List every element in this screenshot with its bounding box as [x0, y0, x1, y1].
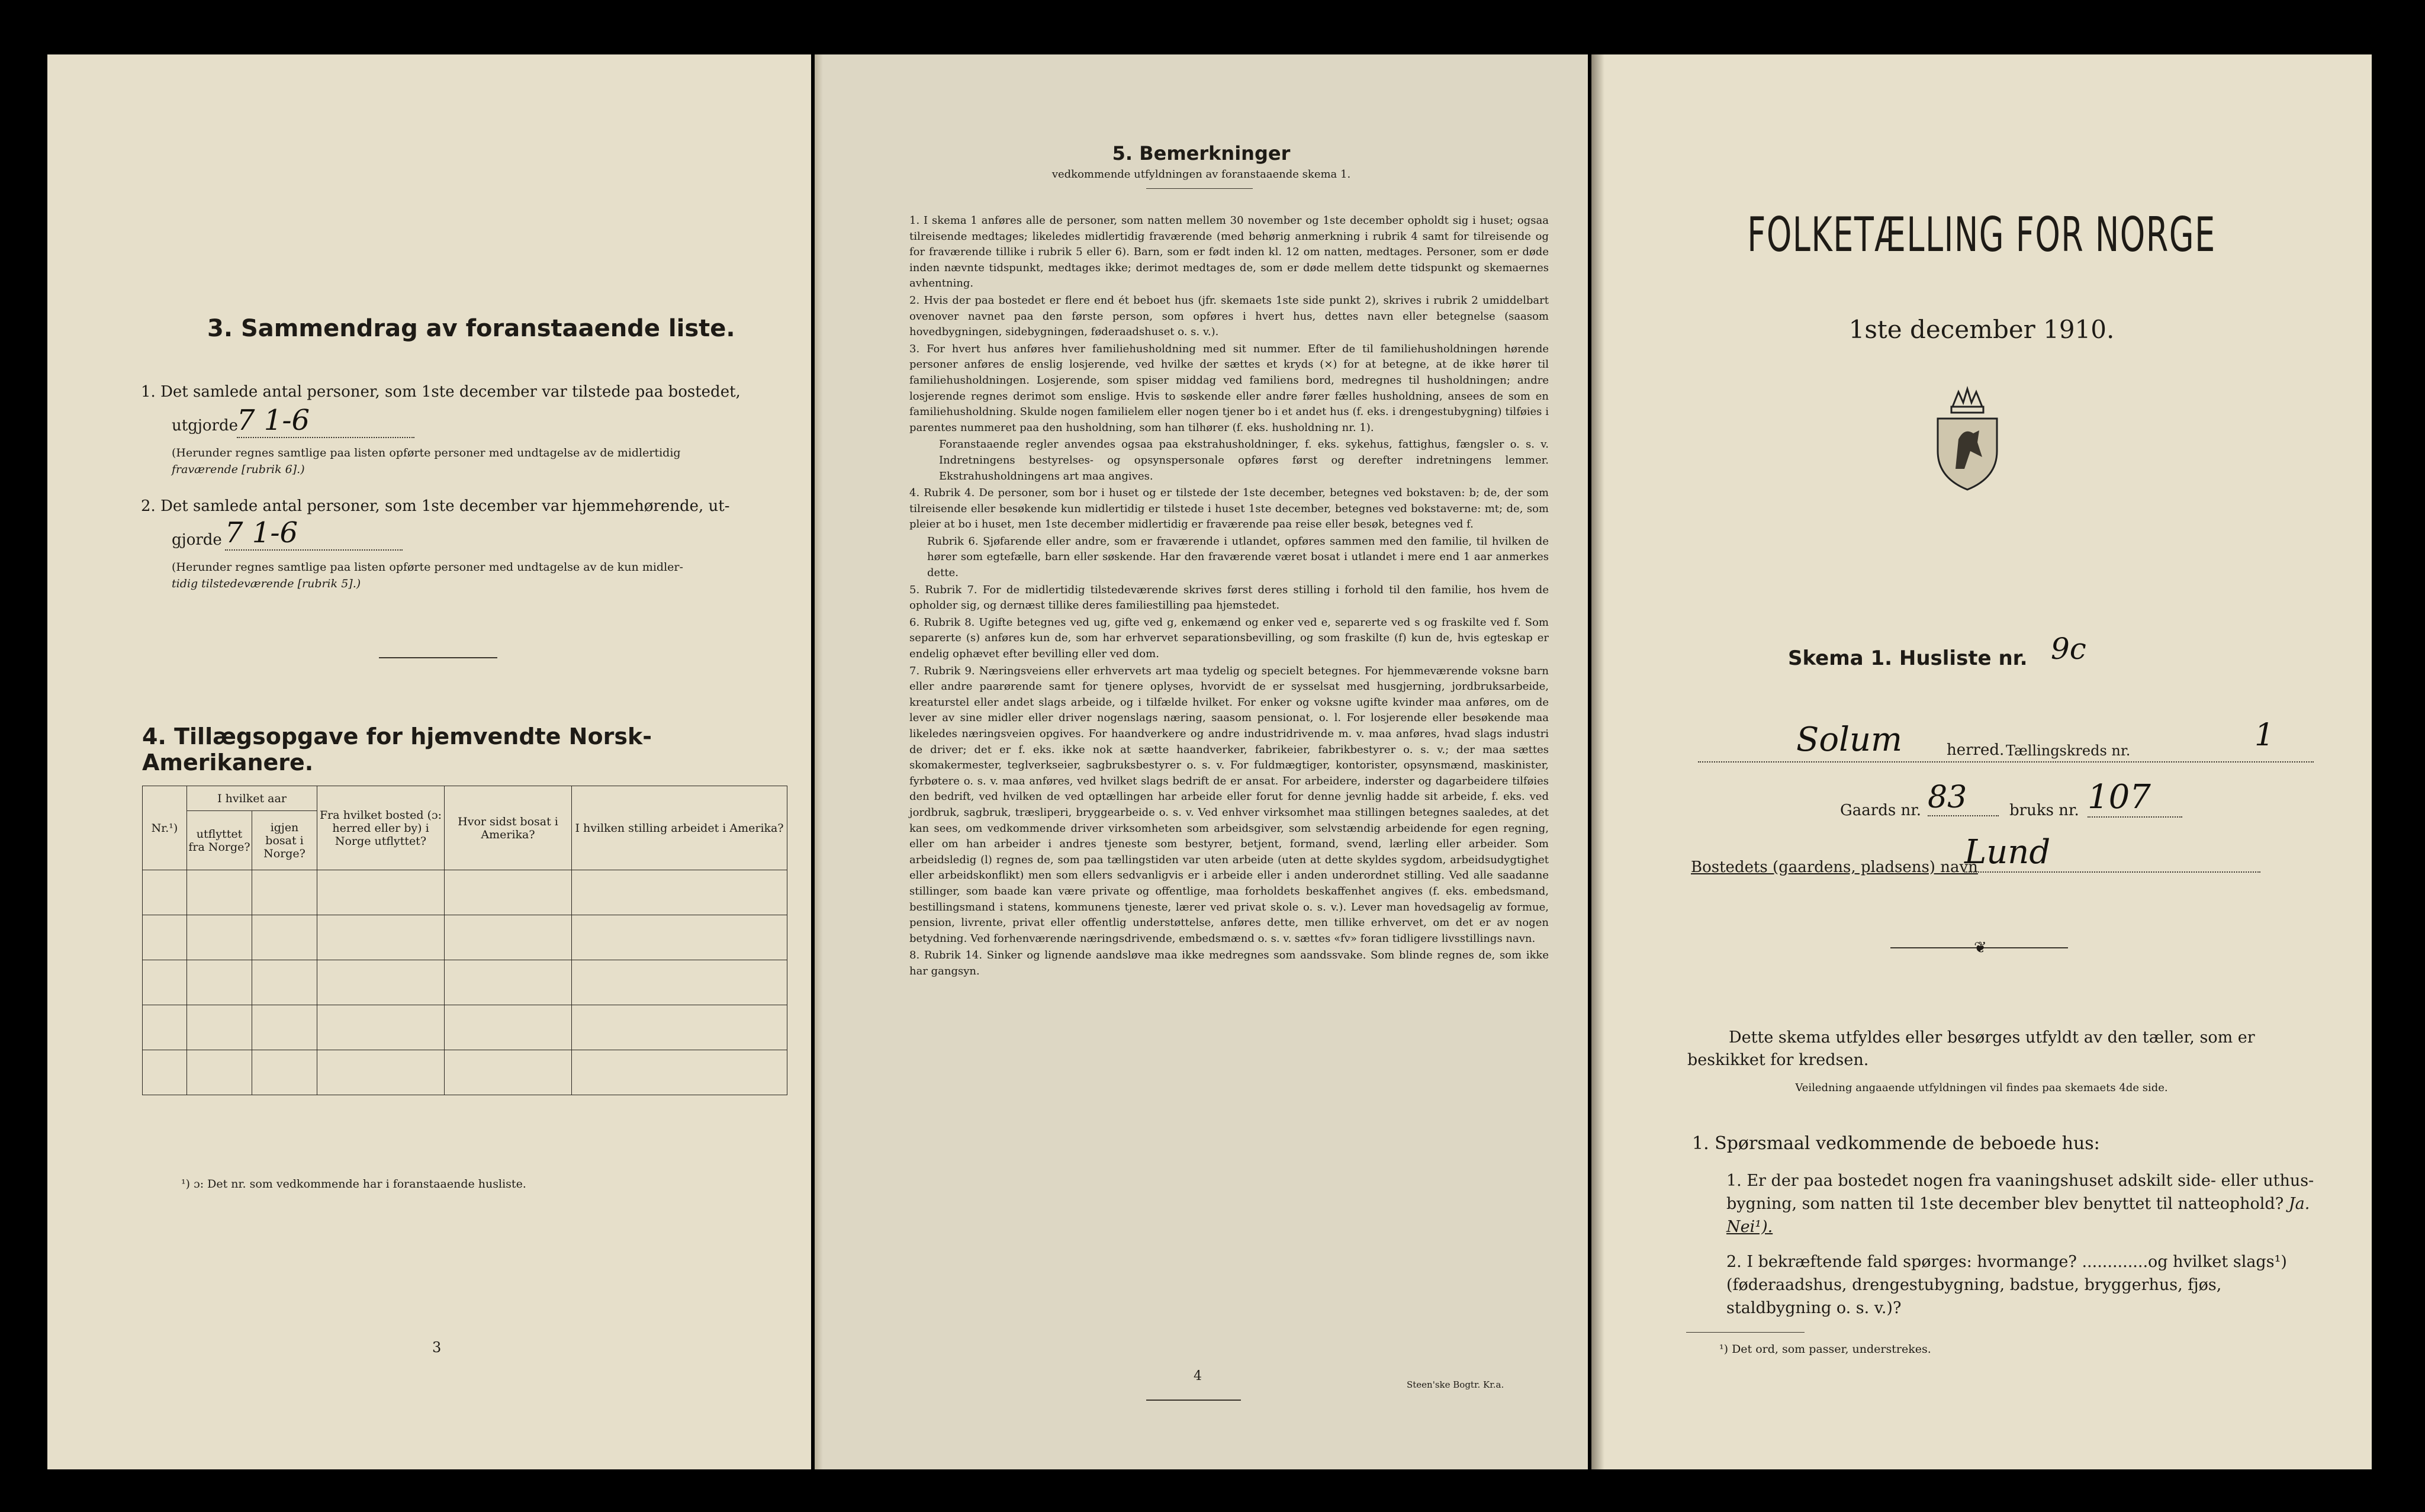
answer-ja: Ja. [2288, 1195, 2310, 1213]
remark-3: 3. For hvert hus anføres hver familiehusholdning med sit nummer. Efter de til familiehusholdningen hørende personer anføres de enslig losjerende, ved hvilke der sættes et kryds (×) for at betegne, at de ikke hører til familiehusholdningen. Losjerende, som spiser middag ved familiens bord, medregnes til husholdningen; andre losjerende regnes derimot som enslige. Hvis to søskende eller andre fører fælles husholdning, ansees de som en familiehusholdning. Skulde nogen familielem eller nogen tjener bo i et andet hus (f. eks. i drengestubygning) tilføies i parentes nummeret paa den husholdning, som han tilhører (f. eks. husholdning nr. 1). [909, 342, 1549, 434]
bruks-label: bruks nr. [2009, 802, 2079, 819]
bosted-label: Bostedets (gaardens, pladsens) navn [1691, 858, 1978, 876]
col-emigrated: utflyttet fra Norge? [187, 811, 252, 870]
remark-3b: Foranstaaende regler anvendes ogsaa paa ekstrahusholdninger, f. eks. sykehus, fattighus, fængsler o. s. v. Indretningens bestyrelses- og opsynspersonale opføres først og derefter indretningens lemmer. Ekstrahusholdningens art maa angives. [939, 438, 1549, 482]
instruction-text: Dette skema utfyldes eller besørges utfyldt av den tæller, som er beskikket for kredsen. [1687, 1028, 2255, 1069]
page-fold [1591, 54, 1604, 1469]
remark-2: 2. Hvis der paa bostedet er flere end ét beboet hus (jfr. skemaets 1ste side punkt 2), skrives i rubrik 2 umiddelbart ovenover navnet paa den første person, som opføres i hvert hus, dettes navn eller betegnelse (saasom hovedbygningen, sidebygningen, føderaadshuset o. s. v.). [909, 294, 1549, 339]
divider [1146, 188, 1253, 189]
ornament-icon: ❦ [1974, 939, 1987, 957]
questions-heading: 1. Spørsmaal vedkommende de beboede hus: [1692, 1133, 2100, 1154]
divider [379, 657, 497, 658]
col-position: I hvilken stilling arbeidet i Amerika? [572, 786, 787, 870]
remark-5: 5. Rubrik 7. For de midlertidig tilstedeværende skrives først deres stilling i forhold til den familie, hos hvem de opholder sig, og dernæst tillike deres familiestilling paa hjemstedet. [909, 583, 1549, 612]
page-fold [815, 54, 823, 1469]
kreds-value: 1 [2254, 718, 2275, 753]
bosted-value: Lund [1964, 833, 2260, 873]
bruks-value: 107 [2088, 778, 2182, 818]
question-1-text: 1. Er der paa bostedet nogen fra vaaningshuset adskilt side- eller uthus-bygning, som natten til 1ste december blev benyttet til natteophold? [1726, 1172, 2314, 1213]
item1-value: 7 1-6 [237, 404, 414, 438]
section3-title: 3. Sammendrag av foranstaaende liste. [207, 315, 735, 342]
table-row [143, 1005, 787, 1050]
page-left [47, 54, 811, 1469]
page-number: 3 [432, 1339, 442, 1356]
table-row [143, 1050, 787, 1095]
section4-title: 4. Tillægsopgave for hjemvendte Norsk-Amerikanere. [142, 723, 652, 776]
remark-4: 4. Rubrik 4. De personer, som bor i huset og er tilstede der 1ste december, betegnes ved bokstaven: b; de, der som tilreisende eller besøkende kun midlertidig er tilstede i huset 1ste december, betegnes ved bokstaverne: mt; de, som pleier at bo i huset, men 1ste december midlertidig er fraværende paa reise eller besøk, betegnes ved f. [909, 487, 1549, 531]
printer-mark: Steen'ske Bogtr. Kr.a. [1407, 1379, 1504, 1390]
skema-label: Skema 1. Husliste nr. [1788, 646, 2028, 670]
col-returned: igjen bosat i Norge? [252, 811, 317, 870]
col-from-where: Fra hvilket bosted (ɔ: herred eller by) i Norge utflyttet? [317, 786, 445, 870]
item2-note-1: (Herunder regnes samtlige paa listen opførte personer med undtagelse av de kun midler- [172, 561, 683, 574]
gaards-value: 83 [1928, 780, 1999, 816]
page-number: 4 [1194, 1369, 1202, 1384]
guidance-text: Veiledning angaaende utfyldningen vil findes paa skemaets 4de side. [1795, 1082, 2168, 1094]
question-2: 2. I bekræftende fald spørges: hvormange? .............og hvilket slags¹) (føderaadshus, drengestubygning, badstue, bryggerhus, fjøs, staldbygning o. s. v.)? [1726, 1253, 2287, 1317]
page-right [1591, 54, 2372, 1469]
remark-7: 7. Rubrik 9. Næringsveiens eller erhvervets art maa tydelig og specielt betegnes. For hjemmeværende voksne barn eller andre paarørende samt for tjenere oplyses, hvorvidt de er sysselsat med husgjerning, jordbruksarbeide, kreaturstel eller andet slags arbeide, og i tilfælde hvilket. For enker og voksne ugifte kvinder maa anføres, om de lever av sine midler eller driver nogenslags næring, saasom pensionat, o. l. For losjerende eller besøkende maa likeledes næringsveien opgives. For haandverkere og andre industridrivende m. v. maa anføres, hvad slags industri de driver; det er f. eks. ikke nok at sætte haandverker, fabrikeier, fabrikbestyrer o. s. v.; der maa sættes skomakermester, teglverkseier, sagbruksbestyrer o. s. v. For fuldmægtiger, kontorister, opsynsmænd, maskinister, fyrbøtere o. s. v. maa anføres, ved hvilket slags bedrift de er ansat. For arbeidere, inderster og dagarbeidere tilføies den bedrift, ved hvilken de ved optællingen har arbeide eller forut for denne jevnlig hadde sit arbeide, f. eks. ved jordbruk, sagbruk, træsliperi, bryggearbeide o. s. v. Ved enhver virksomhet maa stillingen betegnes saaledes, at det kan sees, om vedkommende driver virksomheten som arbeidsgiver, som selvstændig arbeidende for egen regning, eller om han arbeider i andres tjeneste som bestyrer, betjent, formand, svend, lærling eller arbeider. Som arbeidsledig (l) regnes de, som paa tællingstiden var uten arbeide (uten at dette skyldes sygdom, arbeidsudygtighet eller arbeidskonflikt) men som ellers sedvanligvis er i arbeide eller i anden underordnet stilling. Ved alle saadanne stillinger, som baade kan være private og offentlige, maa forholdets beskaffenhet angives (f. eks. embedsmand, bestillingsmand i statens, kommunens tjeneste, lærer ved privat skole o. s. v.). Lever man hovedsagelig av formue, pension, livrente, privat eller offentlig understøttelse, anføres dette, men tillike erhvervet, om det er av nogen betydning. Ved forhenværende næringsdrivende, embedsmænd o. s. v. sættes «fv» foran tidligere livsstillings navn. [909, 664, 1549, 945]
item2-prefix: gjorde [172, 531, 222, 549]
footnote: ¹) Det ord, som passer, understrekes. [1719, 1343, 1931, 1356]
divider [1146, 1400, 1241, 1401]
item1-prefix: utgjorde [172, 417, 239, 435]
remarks-list [909, 213, 1549, 981]
item2-note-2: tidig tilstedeværende [rubrik 5].) [172, 577, 361, 590]
divider [1686, 1332, 1805, 1333]
item1-note-1: (Herunder regnes samtlige paa listen opførte personer med undtagelse av de midlertidig [172, 446, 681, 459]
question-1 [1726, 1169, 2318, 1238]
remark-1: 1. I skema 1 anføres alle de personer, som natten mellem 30 november og 1ste december opholdt sig i huset; ogsaa tilreisende medtages; likeledes midlertidig fraværende (med behørig anmerkning i rubrik 4 samt for tilreisende og for fraværende tillike i rubrik 5 eller 6). Barn, som er født inden kl. 12 om natten, medtages. Personer, som er døde inden nævnte tidspunkt, medtages ikke; derimot medtages de, som er døde mellem dette tidspunkt og skemaernes avhentning. [909, 214, 1549, 290]
table-row [143, 960, 787, 1005]
remark-8: 8. Rubrik 14. Sinker og lignende aandsløve maa ikke medregnes som aandssvake. Som blinde regnes de, som ikke har gangsyn. [909, 949, 1549, 977]
main-title: FOLKETÆLLING FOR NORGE [1747, 207, 2216, 262]
gaards-label: Gaards nr. [1840, 802, 1922, 819]
norsk-amerikaner-table [142, 786, 787, 1095]
col-year-group: I hvilket aar [187, 786, 317, 811]
herred-label: herred. [1947, 741, 2005, 759]
census-date: 1ste december 1910. [1848, 315, 2115, 344]
table-row [143, 915, 787, 960]
table-footnote: ¹) ɔ: Det nr. som vedkommende har i foranstaaende husliste. [181, 1178, 526, 1191]
item1-note-2: fraværende [rubrik 6].) [172, 463, 305, 476]
remark-4b: Rubrik 6. Sjøfarende eller andre, som er fraværende i utlandet, opføres sammen med den familie, til hvilken de hører som egtefælle, barn eller søskende. Har den fraværende været bosat i utlandet i mere end 1 aar anmerkes dette. [927, 535, 1549, 580]
remarks-subtitle: vedkommende utfyldningen av foranstaaende skema 1. [1051, 168, 1351, 181]
kreds-label: Tællingskreds nr. [2006, 742, 2131, 759]
remarks-title: 5. Bemerkninger [1112, 142, 1291, 165]
remark-6: 6. Rubrik 8. Ugifte betegnes ved ug, gifte ved g, enkemænd og enker ved e, separerte ved s og fraskilte ved f. Som separerte (s) anføres kun de, som har erhvervet separationsbevilling, og som fraskilte (f) kun de, hvis egteskap er endelig ophævet efter bevilling eller ved dom. [909, 616, 1549, 661]
answer-nei: Nei¹). [1726, 1218, 1773, 1236]
item2-text: 2. Det samlede antal personer, som 1ste december var hjemmehørende, ut- [141, 497, 730, 515]
page-middle [815, 54, 1588, 1469]
item2-value: 7 1-6 [225, 516, 403, 551]
col-nr: Nr.¹) [143, 786, 187, 870]
herred-value: Solum [1796, 720, 1903, 759]
herred-line [1698, 760, 2314, 763]
item1-text: 1. Det samlede antal personer, som 1ste december var tilstede paa bostedet, [141, 383, 741, 401]
table-row [143, 870, 787, 915]
husliste-nr: 9c [2051, 632, 2086, 666]
col-last-lived: Hvor sidst bosat i Amerika? [445, 786, 572, 870]
coat-of-arms-icon [1929, 386, 2006, 495]
